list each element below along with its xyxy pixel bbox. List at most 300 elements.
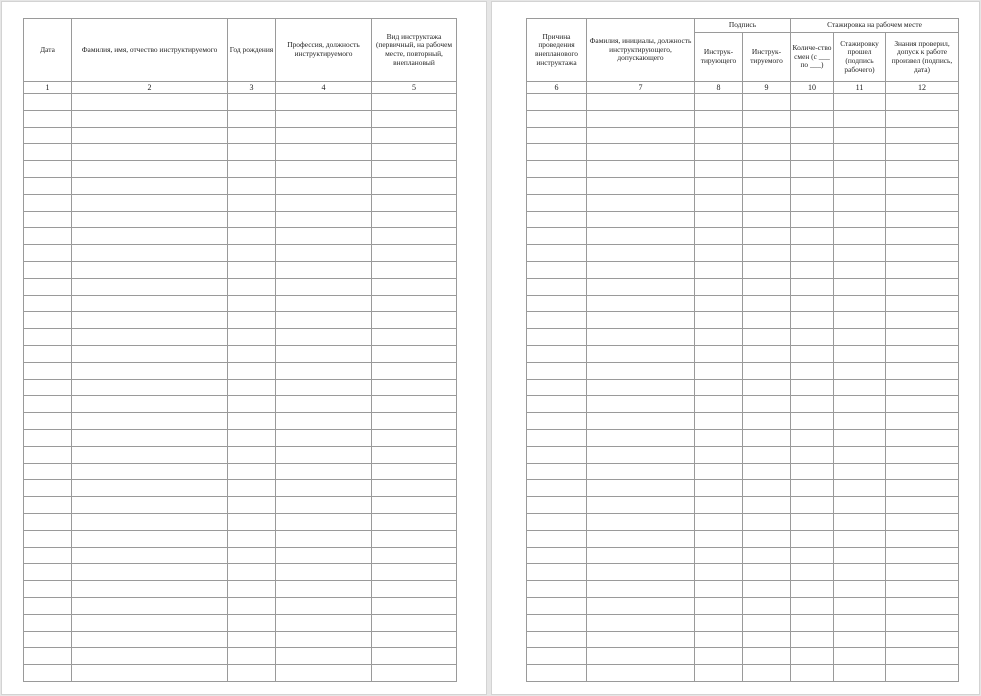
log-cell[interactable] — [24, 94, 72, 111]
log-cell[interactable] — [527, 564, 587, 581]
log-cell[interactable] — [886, 530, 959, 547]
log-cell[interactable] — [72, 312, 228, 329]
log-cell[interactable] — [527, 429, 587, 446]
log-cell[interactable] — [695, 94, 743, 111]
log-cell[interactable] — [834, 362, 886, 379]
log-cell[interactable] — [695, 261, 743, 278]
log-cell[interactable] — [886, 161, 959, 178]
log-cell[interactable] — [743, 581, 791, 598]
log-cell[interactable] — [228, 295, 276, 312]
log-cell[interactable] — [695, 463, 743, 480]
log-cell[interactable] — [276, 564, 372, 581]
log-cell[interactable] — [72, 127, 228, 144]
log-cell[interactable] — [886, 665, 959, 682]
log-cell[interactable] — [886, 631, 959, 648]
log-cell[interactable] — [276, 429, 372, 446]
log-cell[interactable] — [695, 631, 743, 648]
log-cell[interactable] — [372, 144, 457, 161]
log-cell[interactable] — [228, 530, 276, 547]
log-cell[interactable] — [228, 665, 276, 682]
log-cell[interactable] — [743, 396, 791, 413]
log-cell[interactable] — [527, 261, 587, 278]
log-cell[interactable] — [372, 564, 457, 581]
log-cell[interactable] — [72, 228, 228, 245]
log-cell[interactable] — [372, 228, 457, 245]
log-cell[interactable] — [886, 329, 959, 346]
log-cell[interactable] — [886, 547, 959, 564]
log-cell[interactable] — [791, 480, 834, 497]
log-cell[interactable] — [743, 429, 791, 446]
log-cell[interactable] — [695, 665, 743, 682]
log-cell[interactable] — [587, 429, 695, 446]
log-cell[interactable] — [695, 362, 743, 379]
log-cell[interactable] — [695, 295, 743, 312]
log-cell[interactable] — [372, 261, 457, 278]
log-cell[interactable] — [834, 329, 886, 346]
log-cell[interactable] — [276, 94, 372, 111]
log-cell[interactable] — [834, 379, 886, 396]
log-cell[interactable] — [743, 211, 791, 228]
log-cell[interactable] — [791, 614, 834, 631]
log-cell[interactable] — [228, 564, 276, 581]
log-cell[interactable] — [743, 261, 791, 278]
log-cell[interactable] — [72, 177, 228, 194]
log-cell[interactable] — [228, 312, 276, 329]
log-cell[interactable] — [228, 110, 276, 127]
log-cell[interactable] — [372, 581, 457, 598]
log-cell[interactable] — [695, 581, 743, 598]
log-cell[interactable] — [695, 648, 743, 665]
log-cell[interactable] — [743, 648, 791, 665]
log-cell[interactable] — [834, 110, 886, 127]
log-cell[interactable] — [886, 211, 959, 228]
log-cell[interactable] — [834, 413, 886, 430]
log-cell[interactable] — [587, 329, 695, 346]
log-cell[interactable] — [695, 564, 743, 581]
log-cell[interactable] — [695, 446, 743, 463]
log-cell[interactable] — [743, 345, 791, 362]
log-cell[interactable] — [886, 413, 959, 430]
log-cell[interactable] — [228, 261, 276, 278]
log-cell[interactable] — [372, 463, 457, 480]
log-cell[interactable] — [834, 161, 886, 178]
log-cell[interactable] — [886, 312, 959, 329]
log-cell[interactable] — [276, 631, 372, 648]
log-cell[interactable] — [276, 278, 372, 295]
log-cell[interactable] — [886, 614, 959, 631]
log-cell[interactable] — [72, 463, 228, 480]
log-cell[interactable] — [834, 614, 886, 631]
log-cell[interactable] — [587, 295, 695, 312]
log-cell[interactable] — [372, 110, 457, 127]
log-cell[interactable] — [886, 463, 959, 480]
log-cell[interactable] — [587, 513, 695, 530]
log-cell[interactable] — [587, 648, 695, 665]
log-cell[interactable] — [72, 530, 228, 547]
log-cell[interactable] — [834, 144, 886, 161]
log-cell[interactable] — [72, 581, 228, 598]
log-cell[interactable] — [791, 94, 834, 111]
log-cell[interactable] — [886, 110, 959, 127]
log-cell[interactable] — [695, 177, 743, 194]
log-cell[interactable] — [695, 312, 743, 329]
log-cell[interactable] — [791, 161, 834, 178]
log-cell[interactable] — [276, 513, 372, 530]
log-cell[interactable] — [886, 362, 959, 379]
log-cell[interactable] — [24, 597, 72, 614]
log-cell[interactable] — [228, 429, 276, 446]
log-cell[interactable] — [276, 211, 372, 228]
log-cell[interactable] — [72, 278, 228, 295]
log-cell[interactable] — [228, 278, 276, 295]
log-cell[interactable] — [834, 480, 886, 497]
log-cell[interactable] — [886, 564, 959, 581]
log-cell[interactable] — [743, 513, 791, 530]
log-cell[interactable] — [743, 463, 791, 480]
log-cell[interactable] — [24, 194, 72, 211]
log-cell[interactable] — [372, 94, 457, 111]
log-cell[interactable] — [276, 144, 372, 161]
log-cell[interactable] — [228, 345, 276, 362]
log-cell[interactable] — [743, 547, 791, 564]
log-cell[interactable] — [24, 413, 72, 430]
log-cell[interactable] — [72, 446, 228, 463]
log-cell[interactable] — [791, 194, 834, 211]
log-cell[interactable] — [886, 261, 959, 278]
log-cell[interactable] — [72, 480, 228, 497]
log-cell[interactable] — [72, 295, 228, 312]
log-cell[interactable] — [72, 429, 228, 446]
log-cell[interactable] — [228, 177, 276, 194]
log-cell[interactable] — [372, 597, 457, 614]
log-cell[interactable] — [834, 295, 886, 312]
log-cell[interactable] — [695, 513, 743, 530]
log-cell[interactable] — [228, 362, 276, 379]
log-cell[interactable] — [791, 413, 834, 430]
log-cell[interactable] — [743, 597, 791, 614]
log-cell[interactable] — [886, 94, 959, 111]
log-cell[interactable] — [372, 665, 457, 682]
log-cell[interactable] — [791, 177, 834, 194]
log-cell[interactable] — [587, 446, 695, 463]
log-cell[interactable] — [24, 228, 72, 245]
log-cell[interactable] — [834, 194, 886, 211]
log-cell[interactable] — [527, 161, 587, 178]
log-cell[interactable] — [72, 329, 228, 346]
log-cell[interactable] — [886, 228, 959, 245]
log-cell[interactable] — [587, 127, 695, 144]
log-cell[interactable] — [791, 329, 834, 346]
log-cell[interactable] — [791, 278, 834, 295]
log-cell[interactable] — [791, 144, 834, 161]
log-cell[interactable] — [527, 379, 587, 396]
log-cell[interactable] — [527, 127, 587, 144]
log-cell[interactable] — [695, 413, 743, 430]
log-cell[interactable] — [72, 497, 228, 514]
log-cell[interactable] — [791, 245, 834, 262]
log-cell[interactable] — [24, 211, 72, 228]
log-cell[interactable] — [372, 329, 457, 346]
log-cell[interactable] — [791, 110, 834, 127]
log-cell[interactable] — [276, 245, 372, 262]
log-cell[interactable] — [372, 211, 457, 228]
log-cell[interactable] — [527, 463, 587, 480]
log-cell[interactable] — [24, 329, 72, 346]
log-cell[interactable] — [791, 631, 834, 648]
log-cell[interactable] — [886, 446, 959, 463]
log-cell[interactable] — [886, 194, 959, 211]
log-cell[interactable] — [228, 245, 276, 262]
log-cell[interactable] — [527, 446, 587, 463]
log-cell[interactable] — [743, 110, 791, 127]
log-cell[interactable] — [791, 379, 834, 396]
log-cell[interactable] — [834, 597, 886, 614]
log-cell[interactable] — [24, 379, 72, 396]
log-cell[interactable] — [587, 547, 695, 564]
log-cell[interactable] — [24, 312, 72, 329]
log-cell[interactable] — [276, 530, 372, 547]
log-cell[interactable] — [834, 581, 886, 598]
log-cell[interactable] — [886, 379, 959, 396]
log-cell[interactable] — [72, 564, 228, 581]
log-cell[interactable] — [228, 614, 276, 631]
log-cell[interactable] — [372, 177, 457, 194]
log-cell[interactable] — [276, 110, 372, 127]
log-cell[interactable] — [587, 144, 695, 161]
log-cell[interactable] — [276, 413, 372, 430]
log-cell[interactable] — [587, 362, 695, 379]
log-cell[interactable] — [587, 211, 695, 228]
log-cell[interactable] — [695, 245, 743, 262]
log-cell[interactable] — [886, 497, 959, 514]
log-cell[interactable] — [791, 446, 834, 463]
log-cell[interactable] — [228, 446, 276, 463]
log-cell[interactable] — [228, 413, 276, 430]
log-cell[interactable] — [834, 564, 886, 581]
log-cell[interactable] — [791, 211, 834, 228]
log-cell[interactable] — [886, 127, 959, 144]
log-cell[interactable] — [791, 429, 834, 446]
log-cell[interactable] — [834, 547, 886, 564]
log-cell[interactable] — [743, 312, 791, 329]
log-cell[interactable] — [72, 413, 228, 430]
log-cell[interactable] — [72, 614, 228, 631]
log-cell[interactable] — [72, 513, 228, 530]
log-cell[interactable] — [228, 396, 276, 413]
log-cell[interactable] — [886, 295, 959, 312]
log-cell[interactable] — [372, 446, 457, 463]
log-cell[interactable] — [276, 345, 372, 362]
log-cell[interactable] — [695, 161, 743, 178]
log-cell[interactable] — [276, 161, 372, 178]
log-cell[interactable] — [527, 245, 587, 262]
log-cell[interactable] — [72, 94, 228, 111]
log-cell[interactable] — [372, 312, 457, 329]
log-cell[interactable] — [527, 110, 587, 127]
log-cell[interactable] — [695, 345, 743, 362]
log-cell[interactable] — [228, 379, 276, 396]
log-cell[interactable] — [695, 480, 743, 497]
log-cell[interactable] — [791, 581, 834, 598]
log-cell[interactable] — [372, 379, 457, 396]
log-cell[interactable] — [372, 396, 457, 413]
log-cell[interactable] — [743, 94, 791, 111]
log-cell[interactable] — [24, 429, 72, 446]
log-cell[interactable] — [886, 396, 959, 413]
log-cell[interactable] — [276, 329, 372, 346]
log-cell[interactable] — [587, 665, 695, 682]
log-cell[interactable] — [791, 362, 834, 379]
log-cell[interactable] — [743, 144, 791, 161]
log-cell[interactable] — [587, 345, 695, 362]
log-cell[interactable] — [372, 161, 457, 178]
log-cell[interactable] — [276, 228, 372, 245]
log-cell[interactable] — [276, 480, 372, 497]
log-cell[interactable] — [527, 295, 587, 312]
log-cell[interactable] — [24, 127, 72, 144]
log-cell[interactable] — [886, 278, 959, 295]
log-cell[interactable] — [276, 547, 372, 564]
log-cell[interactable] — [886, 245, 959, 262]
log-cell[interactable] — [695, 429, 743, 446]
log-cell[interactable] — [72, 144, 228, 161]
log-cell[interactable] — [695, 110, 743, 127]
log-cell[interactable] — [743, 161, 791, 178]
log-cell[interactable] — [834, 530, 886, 547]
log-cell[interactable] — [24, 648, 72, 665]
log-cell[interactable] — [276, 261, 372, 278]
log-cell[interactable] — [791, 513, 834, 530]
log-cell[interactable] — [587, 614, 695, 631]
log-cell[interactable] — [72, 110, 228, 127]
log-cell[interactable] — [587, 530, 695, 547]
log-cell[interactable] — [372, 345, 457, 362]
log-cell[interactable] — [834, 261, 886, 278]
log-cell[interactable] — [24, 144, 72, 161]
log-cell[interactable] — [834, 665, 886, 682]
log-cell[interactable] — [228, 94, 276, 111]
log-cell[interactable] — [72, 261, 228, 278]
log-cell[interactable] — [228, 463, 276, 480]
log-cell[interactable] — [695, 278, 743, 295]
log-cell[interactable] — [743, 564, 791, 581]
log-cell[interactable] — [527, 362, 587, 379]
log-cell[interactable] — [743, 194, 791, 211]
log-cell[interactable] — [372, 429, 457, 446]
log-cell[interactable] — [527, 94, 587, 111]
log-cell[interactable] — [791, 463, 834, 480]
log-cell[interactable] — [743, 278, 791, 295]
log-cell[interactable] — [743, 631, 791, 648]
log-cell[interactable] — [24, 614, 72, 631]
log-cell[interactable] — [228, 547, 276, 564]
log-cell[interactable] — [834, 127, 886, 144]
log-cell[interactable] — [695, 497, 743, 514]
log-cell[interactable] — [276, 362, 372, 379]
log-cell[interactable] — [587, 278, 695, 295]
log-cell[interactable] — [72, 597, 228, 614]
log-cell[interactable] — [834, 429, 886, 446]
log-cell[interactable] — [24, 295, 72, 312]
log-cell[interactable] — [228, 581, 276, 598]
log-cell[interactable] — [587, 94, 695, 111]
log-cell[interactable] — [886, 429, 959, 446]
log-cell[interactable] — [587, 177, 695, 194]
log-cell[interactable] — [372, 480, 457, 497]
log-cell[interactable] — [228, 597, 276, 614]
log-cell[interactable] — [743, 413, 791, 430]
log-cell[interactable] — [886, 648, 959, 665]
log-cell[interactable] — [276, 127, 372, 144]
log-cell[interactable] — [228, 648, 276, 665]
log-cell[interactable] — [587, 581, 695, 598]
log-cell[interactable] — [276, 463, 372, 480]
log-cell[interactable] — [834, 513, 886, 530]
log-cell[interactable] — [743, 379, 791, 396]
log-cell[interactable] — [228, 211, 276, 228]
log-cell[interactable] — [834, 228, 886, 245]
log-cell[interactable] — [72, 665, 228, 682]
log-cell[interactable] — [24, 564, 72, 581]
log-cell[interactable] — [695, 329, 743, 346]
log-cell[interactable] — [834, 177, 886, 194]
log-cell[interactable] — [743, 480, 791, 497]
log-cell[interactable] — [834, 211, 886, 228]
log-cell[interactable] — [587, 480, 695, 497]
log-cell[interactable] — [527, 497, 587, 514]
log-cell[interactable] — [72, 648, 228, 665]
log-cell[interactable] — [24, 530, 72, 547]
log-cell[interactable] — [276, 446, 372, 463]
log-cell[interactable] — [24, 547, 72, 564]
log-cell[interactable] — [372, 127, 457, 144]
log-cell[interactable] — [72, 396, 228, 413]
log-cell[interactable] — [587, 161, 695, 178]
log-cell[interactable] — [72, 211, 228, 228]
log-cell[interactable] — [743, 362, 791, 379]
log-cell[interactable] — [834, 278, 886, 295]
log-cell[interactable] — [372, 547, 457, 564]
log-cell[interactable] — [276, 597, 372, 614]
log-cell[interactable] — [372, 530, 457, 547]
log-cell[interactable] — [372, 497, 457, 514]
log-cell[interactable] — [228, 513, 276, 530]
log-cell[interactable] — [527, 665, 587, 682]
log-cell[interactable] — [527, 345, 587, 362]
log-cell[interactable] — [587, 497, 695, 514]
log-cell[interactable] — [695, 396, 743, 413]
log-cell[interactable] — [228, 161, 276, 178]
log-cell[interactable] — [527, 278, 587, 295]
log-cell[interactable] — [527, 312, 587, 329]
log-cell[interactable] — [695, 194, 743, 211]
log-cell[interactable] — [276, 497, 372, 514]
log-cell[interactable] — [276, 665, 372, 682]
log-cell[interactable] — [695, 530, 743, 547]
log-cell[interactable] — [834, 312, 886, 329]
log-cell[interactable] — [72, 379, 228, 396]
log-cell[interactable] — [276, 177, 372, 194]
log-cell[interactable] — [695, 144, 743, 161]
log-cell[interactable] — [791, 497, 834, 514]
log-cell[interactable] — [527, 614, 587, 631]
log-cell[interactable] — [372, 362, 457, 379]
log-cell[interactable] — [72, 547, 228, 564]
log-cell[interactable] — [834, 497, 886, 514]
log-cell[interactable] — [228, 228, 276, 245]
log-cell[interactable] — [587, 597, 695, 614]
log-cell[interactable] — [24, 446, 72, 463]
